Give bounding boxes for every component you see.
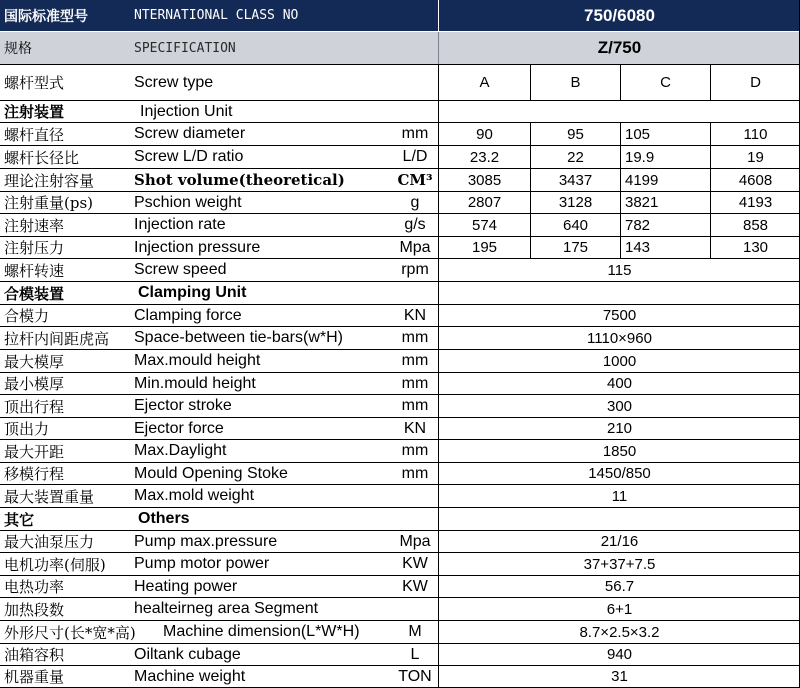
spec-row	[0, 373, 800, 395]
row-label-cn: 注射重量(ps)	[4, 194, 94, 212]
section-title-en: Injection Unit	[140, 102, 233, 120]
row-unit: Mpa	[399, 532, 431, 550]
row-unit: Mpa	[399, 238, 431, 256]
screw-type-d: D	[710, 65, 800, 100]
value-a: 3085	[438, 169, 530, 191]
row-label-en: Machine dimension(L*W*H)	[163, 623, 360, 640]
header-model-row	[0, 0, 800, 32]
row-label-en: Pump max.pressure	[134, 532, 278, 550]
value-a: 574	[438, 214, 530, 236]
value-d: 19	[710, 146, 800, 168]
spec-row	[0, 598, 800, 621]
row-unit	[392, 598, 438, 620]
spec-row	[0, 440, 800, 463]
row-value: 940	[438, 644, 800, 665]
value-a: 23.2	[438, 146, 530, 168]
row-unit: mm	[401, 125, 429, 142]
row-label-en: Mould Opening Stoke	[134, 464, 288, 482]
row-unit: L	[410, 645, 420, 663]
screw-type-row	[0, 65, 800, 101]
row-label-cn: 移模行程	[4, 465, 65, 483]
row-label-en: Max.mould height	[134, 352, 261, 369]
row-label-cn: 油箱容积	[4, 646, 65, 664]
spec-row	[0, 395, 800, 418]
row-label-cn: 理论注射容量	[4, 171, 95, 190]
row-unit: CM³	[397, 171, 433, 189]
section-blank	[438, 101, 800, 122]
section-others-row	[0, 508, 800, 531]
spec-value: Z/750	[438, 32, 800, 64]
row-label-en: Clamping force	[134, 306, 242, 324]
spec-row	[0, 237, 800, 259]
row-value: 6+1	[438, 598, 800, 620]
value-d: 4608	[710, 169, 800, 191]
spec-row	[0, 146, 800, 169]
header-spec-row	[0, 32, 800, 65]
row-label-en: Min.mould height	[134, 374, 256, 392]
spec-row	[0, 485, 800, 508]
row-label-en: Machine weight	[134, 667, 246, 685]
value-a: 195	[438, 237, 530, 258]
value-c: 19.9	[620, 146, 710, 168]
row-label-en: Ejector force	[134, 419, 224, 437]
section-title-cn: 合模装置	[4, 284, 65, 303]
row-label-en: Heating power	[134, 577, 238, 595]
row-label-en: Pump motor power	[134, 555, 270, 572]
row-unit: KN	[403, 419, 427, 437]
value-c: 143	[620, 237, 710, 258]
spec-row	[0, 350, 800, 373]
row-value: 31	[438, 666, 800, 687]
row-value: 7500	[438, 305, 800, 326]
row-label-cn: 顶出力	[4, 420, 50, 438]
spec-row	[0, 214, 800, 237]
row-unit: mm	[401, 352, 429, 369]
section-injection-row	[0, 101, 800, 123]
row-unit: KW	[402, 555, 428, 572]
row-value: 1450/850	[438, 463, 800, 484]
row-label-cn: 电热功率	[4, 578, 65, 596]
row-unit: mm	[401, 329, 429, 346]
spec-row	[0, 463, 800, 485]
value-b: 3128	[530, 192, 620, 213]
screw-type-b: B	[530, 65, 620, 100]
value-c: 782	[620, 214, 710, 236]
spec-row	[0, 418, 800, 440]
row-label-cn: 最大装置重量	[4, 487, 95, 506]
model-label-en: NTERNATIONAL CLASS NO	[134, 8, 299, 23]
row-unit: KN	[403, 306, 427, 324]
row-label-en: Pschion weight	[134, 193, 242, 211]
value-b: 3437	[530, 169, 620, 191]
row-label-en: healteirneg area Segment	[134, 600, 319, 617]
row-label-cn: 外形尺寸(长*宽*高)	[4, 623, 136, 642]
value-d: 858	[710, 214, 800, 236]
value-b: 175	[530, 237, 620, 258]
screw-type-label-en: Screw type	[134, 73, 214, 91]
section-title-cn: 其它	[4, 510, 35, 529]
value-b: 95	[530, 123, 620, 145]
row-label-en: Max.mold weight	[134, 487, 255, 504]
row-value: 8.7×2.5×3.2	[438, 621, 800, 643]
row-label-en: Screw diameter	[134, 125, 246, 142]
section-title-cn: 注射装置	[4, 103, 65, 121]
row-label-en: Injection rate	[134, 216, 226, 233]
row-label-en: Ejector stroke	[134, 397, 232, 414]
row-label-cn: 螺杆长径比	[4, 148, 80, 167]
row-label-cn: 最大模厚	[4, 352, 65, 371]
value-c: 4199	[620, 169, 710, 191]
row-value: 300	[438, 395, 800, 417]
row-value: 1000	[438, 350, 800, 372]
row-value: 400	[438, 373, 800, 394]
row-label-en: Shot volume(theoretical)	[134, 171, 345, 189]
row-label-cn: 最大开距	[4, 442, 65, 461]
row-label-cn: 加热段数	[4, 600, 65, 619]
spec-row	[0, 644, 800, 666]
row-unit: g	[410, 193, 420, 211]
spec-row	[0, 327, 800, 350]
row-label-cn: 注射压力	[4, 239, 65, 257]
row-label-cn: 顶出行程	[4, 397, 65, 416]
screw-type-a: A	[438, 65, 530, 100]
row-value: 21/16	[438, 531, 800, 552]
row-value: 37+37+7.5	[438, 553, 800, 575]
spec-row	[0, 576, 800, 598]
row-label-cn: 电机功率(伺服)	[4, 555, 106, 574]
value-d: 130	[710, 237, 800, 258]
row-value: 56.7	[438, 576, 800, 597]
spec-row	[0, 621, 800, 644]
value-a: 90	[438, 123, 530, 145]
screw-type-c: C	[620, 65, 710, 100]
row-label-cn: 最大油泵压力	[4, 533, 95, 551]
row-label-en: Screw speed	[134, 261, 227, 278]
row-value: 1850	[438, 440, 800, 462]
spec-row	[0, 553, 800, 576]
model-value: 750/6080	[438, 0, 800, 31]
section-title-en: Others	[138, 510, 190, 527]
value-c: 105	[620, 123, 710, 145]
row-value: 210	[438, 418, 800, 439]
spec-label-cn: 规格	[4, 41, 32, 57]
row-unit: mm	[401, 464, 429, 482]
spec-row	[0, 192, 800, 214]
row-label-en: Injection pressure	[134, 238, 261, 256]
row-label-en: Oiltank cubage	[134, 645, 241, 663]
row-unit: TON	[398, 667, 432, 685]
row-unit: mm	[401, 397, 429, 414]
value-d: 4193	[710, 192, 800, 213]
spec-row	[0, 169, 800, 192]
section-title-en: Clamping Unit	[138, 284, 247, 301]
spec-row	[0, 305, 800, 327]
row-unit: KW	[402, 577, 428, 595]
row-label-cn: 合模力	[4, 307, 50, 325]
section-blank	[438, 508, 800, 530]
row-unit: g/s	[404, 216, 426, 233]
row-value: 1110×960	[438, 327, 800, 349]
row-label-cn: 螺杆转速	[4, 261, 65, 280]
row-unit: L/D	[402, 148, 428, 165]
row-unit	[392, 485, 438, 507]
row-value: 11	[438, 485, 800, 507]
value-b: 640	[530, 214, 620, 236]
row-unit: mm	[401, 374, 429, 392]
row-label-cn: 最小模厚	[4, 375, 65, 393]
spec-row	[0, 666, 800, 688]
value-c: 3821	[620, 192, 710, 213]
row-label-en: Screw L/D ratio	[134, 148, 244, 165]
row-label-en: Max.Daylight	[134, 442, 227, 459]
row-unit: rpm	[401, 261, 429, 278]
value-b: 22	[530, 146, 620, 168]
row-unit: M	[408, 623, 422, 640]
spec-row	[0, 531, 800, 553]
section-clamping-row	[0, 282, 800, 305]
row-value: 115	[438, 259, 800, 281]
spec-row	[0, 259, 800, 282]
row-label-cn: 注射速率	[4, 216, 65, 235]
model-label-cn: 国际标准型号	[4, 8, 88, 25]
spec-label-en: SPECIFICATION	[134, 40, 236, 56]
row-label-en: Space-between tie-bars(w*H)	[134, 329, 343, 346]
row-label-cn: 机器重量	[4, 668, 65, 686]
value-a: 2807	[438, 192, 530, 213]
section-blank	[438, 282, 800, 304]
spec-row	[0, 123, 800, 146]
row-label-cn: 拉杆内间距虎高	[4, 329, 110, 348]
value-d: 110	[710, 123, 800, 145]
screw-type-label-cn: 螺杆型式	[4, 74, 65, 92]
row-label-cn: 螺杆直径	[4, 125, 65, 144]
row-unit: mm	[401, 442, 429, 459]
